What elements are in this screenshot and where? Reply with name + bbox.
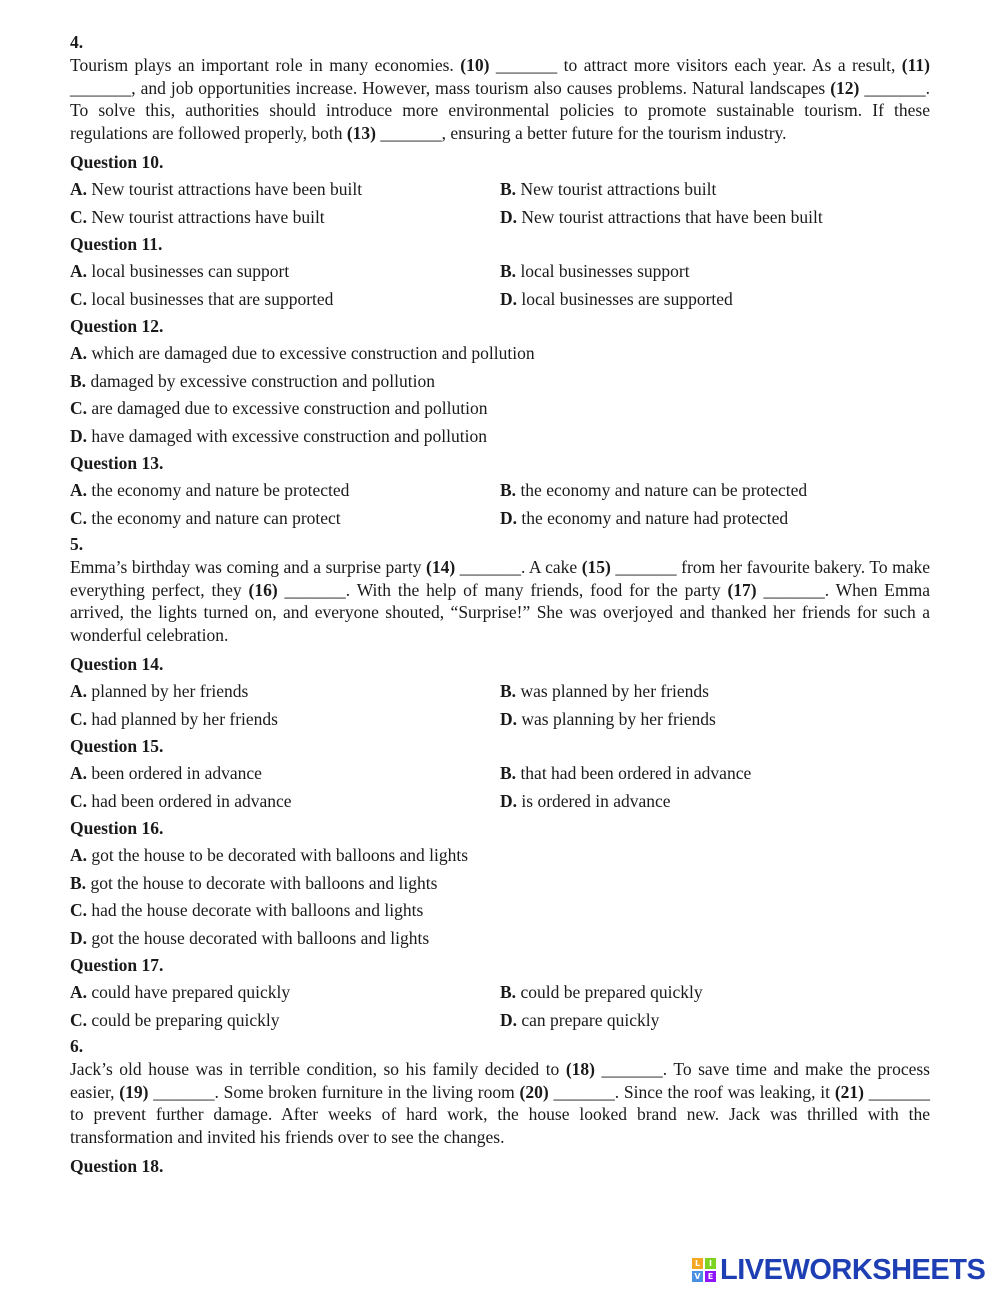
logo-mark-square: L — [692, 1258, 703, 1269]
answer-option[interactable] — [500, 286, 930, 314]
option-text: had the house decorate with balloons and lights — [91, 900, 424, 920]
question-title: Question 14. — [70, 654, 164, 674]
answer-option[interactable] — [500, 258, 930, 286]
option-row — [70, 258, 930, 286]
option-text: is ordered in advance — [521, 790, 671, 811]
option-text: New tourist attractions that have been built — [521, 206, 823, 227]
option-letter: B. — [70, 872, 87, 893]
answer-option[interactable] — [70, 1007, 500, 1035]
answer-option[interactable] — [500, 204, 930, 232]
answer-option[interactable] — [70, 760, 500, 788]
answer-option[interactable] — [70, 870, 930, 898]
section-number: 5. — [70, 534, 84, 554]
option-text: had planned by her friends — [91, 708, 278, 729]
option-row — [70, 423, 930, 451]
option-letter: D. — [500, 206, 518, 227]
answer-option[interactable] — [70, 258, 500, 286]
option-letter: A. — [70, 480, 88, 500]
option-row — [70, 897, 930, 925]
option-text: New tourist attractions have been built — [91, 179, 363, 199]
question-title: Question 15. — [70, 736, 164, 756]
answer-option[interactable] — [70, 368, 930, 396]
option-row — [70, 368, 930, 396]
option-letter: C. — [70, 1009, 88, 1030]
passage-segment: _______ to prevent further damage. After weeks of hard work, the house looked brand new. Jack was thrilled with the transformation and invited his friends over to see the changes. — [70, 1081, 930, 1147]
option-text: that had been ordered in advance — [520, 763, 752, 783]
option-letter: C. — [70, 288, 88, 309]
option-letter: D. — [500, 288, 518, 309]
option-row — [70, 286, 930, 314]
option-row — [70, 477, 930, 505]
option-letter: A. — [70, 845, 88, 865]
blank-number: (16) — [248, 579, 278, 600]
option-text: got the house decorated with balloons and lights — [91, 927, 430, 948]
passage-segment: Jack’s old house was in terrible condition, so his family decided to — [70, 1059, 566, 1079]
answer-option[interactable] — [500, 176, 930, 204]
option-text: got the house to be decorated with balloons and lights — [91, 845, 469, 865]
option-text: have damaged with excessive construction and pollution — [91, 425, 487, 446]
answer-option[interactable] — [500, 979, 930, 1007]
passage-segment: _______. To save time and make the process easier, — [70, 1059, 930, 1102]
answer-option[interactable] — [500, 706, 930, 734]
passage-segment: _______. When Emma arrived, the lights turned on, and everyone shouted, “Surprise!” She was overjoyed and thanked her friends for such a wonderful celebration. — [70, 579, 930, 645]
answer-option[interactable] — [500, 788, 930, 816]
option-letter: A. — [70, 681, 88, 701]
option-text: are damaged due to excessive construction and pollution — [91, 398, 488, 418]
option-letter: B. — [500, 681, 517, 701]
option-letter: C. — [70, 790, 88, 811]
blank-number: (19) — [119, 1081, 149, 1102]
option-row — [70, 870, 930, 898]
option-text: which are damaged due to excessive construction and pollution — [91, 343, 535, 363]
passage-segment: _______ from her favourite bakery. To make everything perfect, they — [70, 557, 930, 600]
option-text: could have prepared quickly — [91, 982, 291, 1002]
option-letter: D. — [500, 790, 518, 811]
option-text: could be prepared quickly — [520, 982, 703, 1002]
passage-segment: _______. With the help of many friends, food for the party — [277, 579, 728, 600]
passage-text — [70, 1058, 930, 1148]
answer-option[interactable] — [70, 477, 500, 505]
passage-segment: _______. Some broken furniture in the living room — [148, 1081, 520, 1102]
answer-option[interactable] — [500, 678, 930, 706]
section-number: 4. — [70, 32, 84, 52]
option-letter: A. — [70, 343, 88, 363]
logo-text: LIVEWORKSHEETS — [720, 1253, 986, 1286]
blank-number: (18) — [565, 1059, 595, 1079]
blank-number: (11) — [901, 55, 930, 75]
option-row — [70, 925, 930, 953]
option-text: had been ordered in advance — [91, 790, 292, 811]
option-letter: C. — [70, 900, 88, 920]
option-text: the economy and nature can be protected — [520, 480, 808, 500]
option-letter: B. — [500, 480, 517, 500]
passage-segment: _______, and job opportunities increase. However, mass tourism also causes problems. Natural landscapes — [70, 77, 831, 98]
logo-mark-square: E — [705, 1271, 716, 1282]
option-text: was planned by her friends — [520, 681, 709, 701]
option-letter: D. — [70, 425, 88, 446]
blank-number: (14) — [426, 557, 456, 577]
option-letter: B. — [500, 982, 517, 1002]
answer-option[interactable] — [70, 925, 930, 953]
answer-option[interactable] — [70, 340, 930, 368]
option-text: was planning by her friends — [521, 708, 716, 729]
answer-option[interactable] — [70, 176, 500, 204]
option-letter: C. — [70, 398, 88, 418]
option-text: New tourist attractions have built — [91, 206, 325, 227]
option-letter: A. — [70, 261, 88, 281]
option-row — [70, 788, 930, 816]
option-row — [70, 979, 930, 1007]
option-row — [70, 678, 930, 706]
question-title: Question 12. — [70, 316, 164, 336]
option-letter: B. — [70, 370, 87, 391]
answer-option[interactable] — [70, 204, 500, 232]
option-text: local businesses that are supported — [91, 288, 334, 309]
answer-option[interactable] — [70, 678, 500, 706]
answer-option[interactable] — [500, 477, 930, 505]
question-title: Question 11. — [70, 234, 163, 254]
answer-option[interactable] — [70, 423, 930, 451]
option-letter: A. — [70, 763, 88, 783]
option-row — [70, 204, 930, 232]
option-text: could be preparing quickly — [91, 1009, 280, 1030]
passage-text — [70, 54, 930, 144]
option-text: planned by her friends — [91, 681, 249, 701]
passage-segment: Emma’s birthday was coming and a surprise party — [70, 557, 427, 577]
option-letter: D. — [500, 708, 518, 729]
liveworksheets-logo-icon — [692, 1258, 716, 1282]
option-text: the economy and nature had protected — [521, 507, 789, 528]
passage-segment: Tourism plays an important role in many economies. — [70, 55, 461, 75]
option-row — [70, 505, 930, 533]
answer-option[interactable] — [70, 505, 500, 533]
option-letter: D. — [70, 927, 88, 948]
option-text: local businesses support — [520, 261, 690, 281]
option-letter: D. — [500, 507, 518, 528]
answer-option[interactable] — [70, 842, 930, 870]
passage-text — [70, 556, 930, 646]
option-letter: C. — [70, 507, 88, 528]
passage-segment: _______ to attract more visitors each year. As a result, — [489, 55, 902, 75]
blank-number: (21) — [834, 1081, 864, 1102]
answer-option[interactable] — [500, 505, 930, 533]
blank-number: (20) — [519, 1081, 549, 1102]
option-letter: A. — [70, 982, 88, 1002]
answer-option[interactable] — [70, 788, 500, 816]
passage-segment: _______. To solve this, authorities should introduce more environmental policies to promote sustainable tourism. If these regulations are followed properly, both — [70, 77, 930, 143]
blank-number: (15) — [581, 557, 611, 577]
question-title: Question 13. — [70, 453, 164, 473]
option-letter: C. — [70, 708, 88, 729]
section-number: 6. — [70, 1036, 84, 1056]
option-text: damaged by excessive construction and pollution — [90, 370, 436, 391]
answer-option[interactable] — [70, 979, 500, 1007]
blank-number: (10) — [460, 55, 490, 75]
question-title: Question 10. — [70, 152, 164, 172]
option-letter: B. — [500, 261, 517, 281]
question-title: Question 16. — [70, 818, 164, 838]
option-text: got the house to decorate with balloons and lights — [90, 872, 438, 893]
logo-mark-square: V — [692, 1271, 703, 1282]
question-title: Question 17. — [70, 955, 164, 975]
option-row — [70, 760, 930, 788]
answer-option[interactable] — [70, 286, 500, 314]
answer-option[interactable] — [500, 760, 930, 788]
blank-number: (12) — [830, 77, 860, 98]
option-row — [70, 706, 930, 734]
option-row — [70, 395, 930, 423]
answer-option[interactable] — [70, 395, 930, 423]
option-letter: B. — [500, 179, 517, 199]
blank-number: (17) — [727, 579, 757, 600]
option-row — [70, 176, 930, 204]
option-row — [70, 842, 930, 870]
option-letter: A. — [70, 179, 88, 199]
option-text: New tourist attractions built — [520, 179, 717, 199]
liveworksheets-logo — [692, 1255, 985, 1285]
blank-number: (13) — [346, 122, 376, 143]
option-text: local businesses can support — [91, 261, 290, 281]
option-letter: C. — [70, 206, 88, 227]
option-text: can prepare quickly — [521, 1009, 660, 1030]
worksheet-document — [70, 30, 930, 1180]
passage-segment: _______, ensuring a better future for the tourism industry. — [376, 122, 787, 143]
option-text: been ordered in advance — [91, 763, 262, 783]
option-letter: B. — [500, 763, 517, 783]
question-title: Question 18. — [70, 1156, 164, 1176]
passage-segment: _______. Since the roof was leaking, it — [548, 1081, 835, 1102]
logo-mark-square: I — [705, 1258, 716, 1269]
option-text: the economy and nature be protected — [91, 480, 350, 500]
answer-option[interactable] — [70, 897, 930, 925]
option-row — [70, 340, 930, 368]
answer-option[interactable] — [70, 706, 500, 734]
option-text: local businesses are supported — [521, 288, 733, 309]
option-text: the economy and nature can protect — [91, 507, 341, 528]
option-letter: D. — [500, 1009, 518, 1030]
answer-option[interactable] — [500, 1007, 930, 1035]
passage-segment: _______. A cake — [455, 557, 582, 577]
option-row — [70, 1007, 930, 1035]
